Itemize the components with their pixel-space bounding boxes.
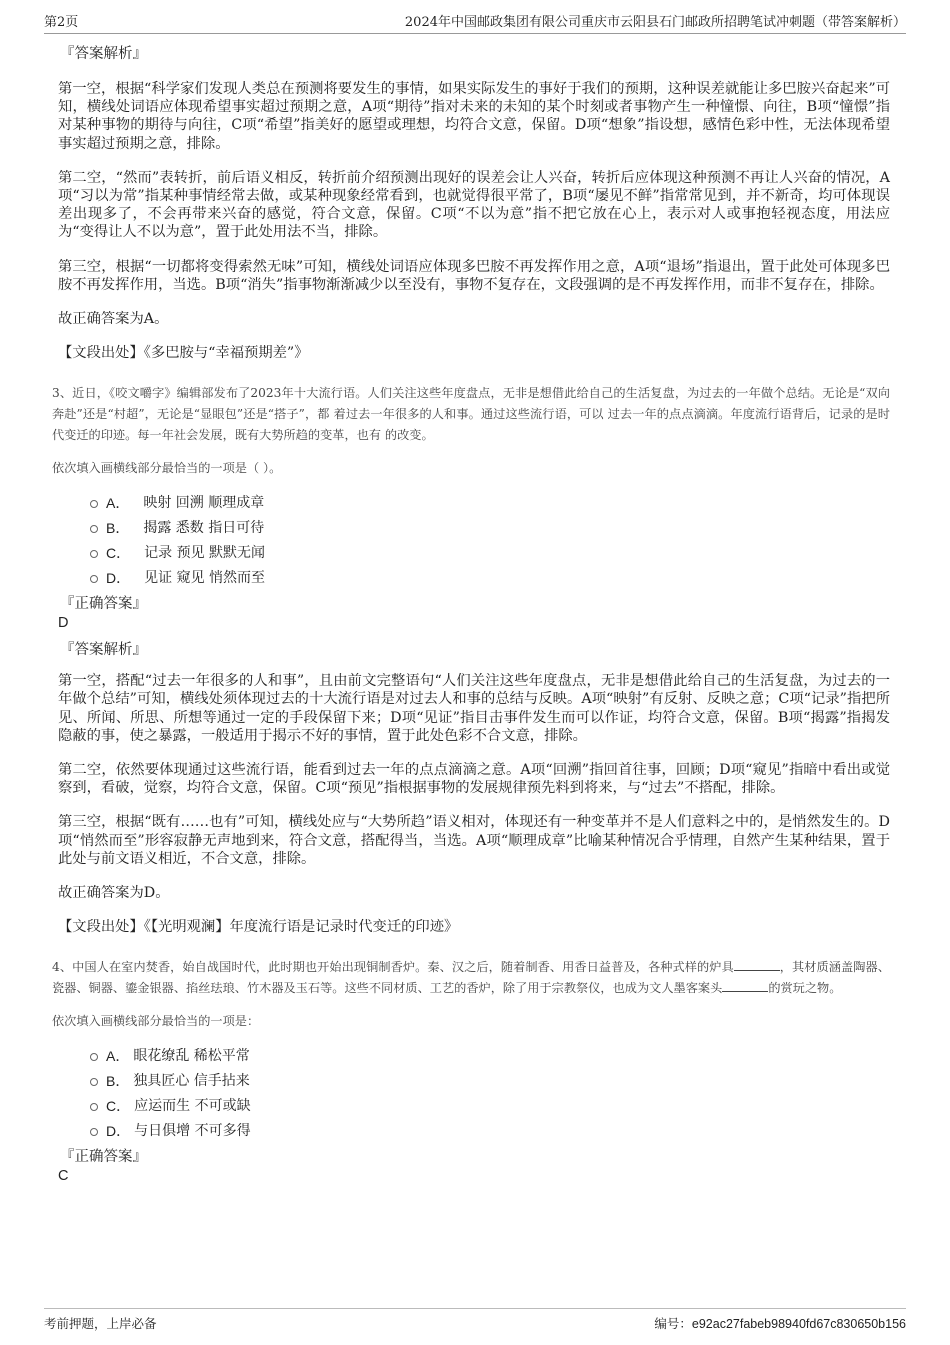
page-footer	[44, 1308, 906, 1332]
q2-analysis-p3: 第三空，根据“一切都将变得索然无味”可知，横线处词语应体现多巴胺不再发挥作用之意，A项“退场”指退出，置于此处可体现多巴胺不再发挥作用，当选。B项“消失”指事物渐渐减少以至没有，事物不复存在，文段强调的是不再发挥作用，而非不复存在，排除。	[58, 258, 890, 293]
radio-icon[interactable]	[90, 1053, 98, 1061]
q3-analysis-label: 『答案解析』	[60, 642, 147, 659]
q4-option-c[interactable]: C． 应运而生 不可或缺	[90, 1097, 890, 1115]
radio-icon[interactable]	[90, 550, 98, 558]
radio-icon[interactable]	[90, 1103, 98, 1111]
footer-code: 编号：e92ac27fabeb98940fd67c830650b156	[654, 1316, 906, 1331]
q3-option-a[interactable]: A． 映射 回溯 顺理成章	[90, 494, 890, 512]
q2-analysis-p1: 第一空，根据“科学家们发现人类总在预测将要发生的事情，如果实际发生的事好于我们的预期，这种误差就能让多巴胺兴奋起来”可知，横线处词语应体现希望事实超过预期之意，A项“期待”指对未来的未知的某个时刻或者事物产生一种憧憬、向往，B项“憧憬”指对某种事物的期待与向往，C项“希望”指美好的愿望或理想，均符合文意，保留。D项“想象”指设想，感情色彩中性，无法体现希望事实超过预期之意，排除。	[58, 81, 890, 152]
q3-options	[90, 494, 890, 587]
q4-options	[90, 1047, 890, 1140]
q3-analysis-p2: 第二空，依然要体现通过这些流行语，能看到过去一年的点点滴滴之意。A项“回溯”指回首往事，回顾；D项“窥见”指暗中看出或觉察到，看破，觉察，均符合文意，保留。C项“预见”指根据事物的发展规律预先料到将来，与“过去”不搭配，排除。	[58, 762, 890, 797]
q2-source: 【文段出处】《多巴胺与“幸福预期差”》	[58, 345, 309, 362]
document-title: 2024年中国邮政集团有限公司重庆市云阳县石门邮政所招聘笔试冲刺题（带答案解析）	[404, 15, 906, 30]
q3-analysis-p1: 第一空，搭配“过去一年很多的人和事”，且由前文完整语句“人们关注这些年度盘点，无非是想借此给自己的生活复盘，为过去的一年做个总结”可知，横线处须体现过去的十大流行语是对过去人和事的总结与反映。A项“映射”有反射、反映之意；C项“记录”指把所见、所闻、所思、所想等通过一定的手段保留下来；D项“见证”指目击事件发生而可以作证，均符合文意，保留。B项“揭露”指揭发隐蔽的事，使之暴露，一般适用于揭示不好的事情，置于此处色彩不合文意，排除。	[58, 673, 890, 744]
radio-icon[interactable]	[90, 1128, 98, 1136]
q3-option-c[interactable]: C． 记录 预见 默默无闻	[90, 544, 890, 562]
q2-analysis-label: 『答案解析』	[60, 46, 147, 62]
q3-answer: D	[58, 615, 69, 632]
footer-slogan: 考前押题，上岸必备	[44, 1316, 157, 1331]
radio-icon[interactable]	[90, 525, 98, 533]
q3-option-d[interactable]: D． 见证 窥见 悄然而至	[90, 569, 890, 587]
q3-answer-label: 『正确答案』	[60, 596, 147, 613]
q4-option-b[interactable]: B． 独具匠心 信手拈来	[90, 1072, 890, 1090]
q3-ask: 依次填入画横线部分最恰当的一项是（ ）。	[52, 461, 282, 476]
q2-analysis-p2: 第二空，“然而”表转折，前后语义相反，转折前介绍预测出现好的误差会让人兴奋，转折后应体现这种预测不再让人兴奋的情况，A项“习以为常”指某种事情经常去做，或某种现象经常看到，也就觉得很平常了，B项“屡见不鲜”指常常见到，并不新奇，均可体现误差出现多了，不会再带来兴奋的感觉，符合文意，保留。C项“不以为意”指不把它放在心上，表示对人或事抱轻视态度，用法应为“变得让人不以为意”，置于此处用法不当，排除。	[58, 169, 890, 241]
page-number: 第2页	[44, 15, 79, 30]
blank-line	[722, 979, 768, 992]
blank-line	[734, 958, 780, 971]
q3-conclusion: 故正确答案为D。	[58, 885, 170, 902]
document-body	[52, 44, 890, 1193]
page-header	[44, 8, 906, 34]
q3-option-b[interactable]: B． 揭露 悉数 指日可待	[90, 519, 890, 537]
q3-question-text: 3、近日，《咬文嚼字》编辑部发布了2023年十大流行语。人们关注这些年度盘点，无非是想借此给自己的生活复盘，为过去的一年做个总结。无论是“双向奔赴”还是“村超”，无论是“显眼包”还是“搭子”，都 着过去一年很多的人和事。通过这些流行语，可以 过去一年的点点滴滴。年度流行语背后，记录的是时代变迁的印迹。每一年社会发展，既有大势所趋的变革，也有 的改变。	[52, 386, 890, 443]
q4-option-d[interactable]: D． 与日俱增 不可多得	[90, 1122, 890, 1140]
q3-source: 【文段出处】《【光明观澜】年度流行语是记录时代变迁的印迹》	[58, 919, 459, 936]
radio-icon[interactable]	[90, 500, 98, 508]
q2-conclusion: 故正确答案为A。	[58, 311, 169, 328]
q4-option-a[interactable]: A． 眼花缭乱 稀松平常	[90, 1047, 890, 1065]
radio-icon[interactable]	[90, 575, 98, 583]
q4-question-text: 4、中国人在室内焚香，始自战国时代，此时期也开始出现铜制香炉。秦、汉之后，随着制香、用香日益普及，各种式样的炉具 ，其材质涵盖陶器、瓷器、铜器、鎏金银器、掐丝珐琅、竹木器及玉石等。这些不同材质、工艺的香炉，除了用于宗教祭仪，也成为文人墨客案头 的赏玩之物。	[52, 960, 890, 996]
q4-answer: C	[58, 1168, 69, 1185]
radio-icon[interactable]	[90, 1078, 98, 1086]
q4-answer-label: 『正确答案』	[60, 1149, 147, 1166]
q4-ask: 依次填入画横线部分最恰当的一项是：	[52, 1014, 260, 1029]
q3-analysis-p3: 第三空，根据“既有……也有”可知，横线处应与“大势所趋”语义相对，体现还有一种变革并不是人们意料之中的，是悄然发生的。D项“悄然而至”形容寂静无声地到来，符合文意，搭配得当，当选。A项“顺理成章”比喻某种情况合乎情理，自然产生某种结果，置于此处与前文语义相近，不合文意，排除。	[58, 814, 890, 867]
